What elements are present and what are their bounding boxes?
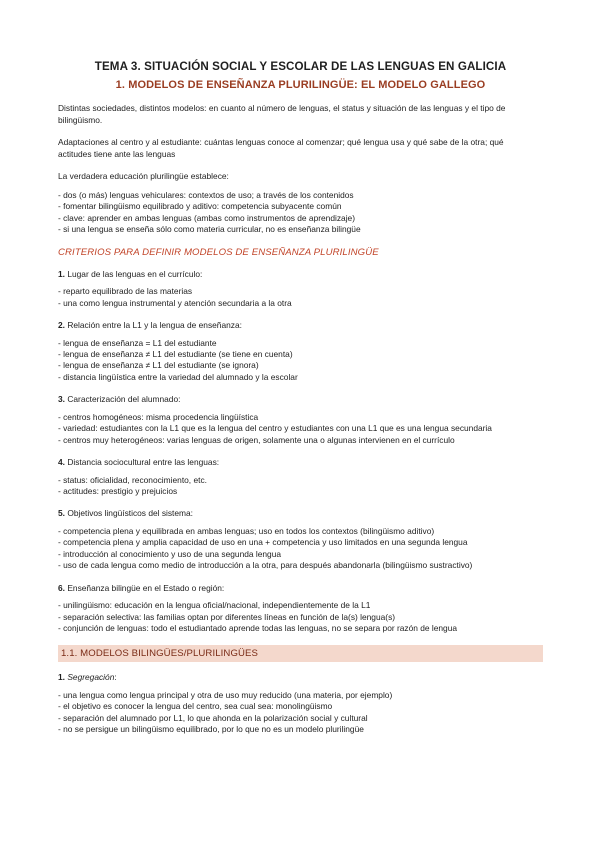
text-line: Distintas sociedades, distintos modelos: en cuanto al número de lenguas, el status y situación de las lenguas y el tipo de <box>58 103 506 113</box>
section-heading-bar: 1.1. MODELOS BILINGÜES/PLURILINGÜES <box>58 645 543 662</box>
list-item: - una lengua como lengua principal y otra de uso muy reducido (una materia, por ejemplo) <box>58 690 393 701</box>
model-heading <box>58 672 543 684</box>
list-item: - lengua de enseñanza ≠ L1 del estudiante (se ignora) <box>58 360 259 371</box>
text-line: bilingüismo. <box>58 114 103 125</box>
criterion-label: Lugar de las lenguas en el currículo: <box>65 268 203 279</box>
criterion-number: 1. <box>58 268 65 279</box>
criterion-list <box>58 526 543 572</box>
criterion-list <box>58 600 543 634</box>
criterion-heading <box>58 457 543 469</box>
criterion-heading <box>58 394 543 406</box>
text-line: actitudes tiene ante las lenguas <box>58 148 176 159</box>
list-item: - no se persigue un bilingüismo equilibrado, por lo que no es un modelo plurilingüe <box>58 724 364 735</box>
section-subtitle: 1. MODELOS DE ENSEÑANZA PLURILINGÜE: EL MODELO GALLEGO <box>115 79 486 91</box>
model-label: Segregación <box>67 672 115 683</box>
list-item: - el objetivo es conocer la lengua del centro, sea cual sea: monolingüismo <box>58 701 333 712</box>
list-item: - competencia plena y equilibrada en ambas lenguas; uso en todos los contextos (bilingüismo aditivo) <box>58 526 435 537</box>
criterion-list <box>58 286 543 309</box>
list-item: - separación selectiva: las familias optan por diferentes líneas en función de la(s) lengua(s) <box>58 611 396 622</box>
list-item: - competencia plena y amplia capacidad de uso en una + competencia y uso limitados en una segunda lengua <box>58 537 468 548</box>
criterion-number: 4. <box>58 457 65 468</box>
criterion-label: Relación entre la L1 y la lengua de enseñanza: <box>65 320 242 330</box>
list-item: - uso de cada lengua como medio de introducción a la otra, para después abandonarla (bilingüismo sustractivo) <box>58 560 473 571</box>
list-item: - clave: aprender en ambas lenguas (ambas como instrumentos de aprendizaje) <box>58 212 356 223</box>
model-number: 1. <box>58 672 65 683</box>
criterion-number: 2. <box>58 320 65 330</box>
model-label-suffix: : <box>114 672 117 683</box>
criterion-heading <box>58 508 543 520</box>
establece-list <box>58 190 543 236</box>
list-item: - conjunción de lenguas: todo el estudiantado aprende todas las lenguas, no se separa por razón de lengua <box>58 623 458 634</box>
criterion-number: 3. <box>58 394 65 405</box>
document-title: TEMA 3. SITUACIÓN SOCIAL Y ESCOLAR DE LAS LENGUAS EN GALICIA <box>94 60 507 73</box>
intro-paragraph-3 <box>58 171 543 183</box>
list-item: - distancia lingüística entre la variedad del alumnado y la escolar <box>58 371 298 382</box>
criterion-label: Caracterización del alumnado: <box>65 394 181 405</box>
criterion-label: Enseñanza bilingüe en el Estado o región: <box>65 582 225 593</box>
criterion-number: 5. <box>58 508 65 519</box>
intro-paragraph-2 <box>58 137 543 160</box>
criterion-list <box>58 338 543 384</box>
list-item: - fomentar bilingüismo equilibrado y aditivo: competencia subyacente común <box>58 201 342 212</box>
criteria-heading: CRITERIOS PARA DEFINIR MODELOS DE ENSEÑANZA PLURILINGÜE <box>58 246 379 258</box>
criterion-number: 6. <box>58 582 65 593</box>
list-item: - lengua de enseñanza = L1 del estudiante <box>58 337 217 348</box>
list-item: - centros muy heterogéneos: varias lenguas de origen, solamente una o algunas intervienen en el currículo <box>58 434 455 445</box>
list-item: - separación del alumnado por L1, lo que ahonda en la polarización social y cultural <box>58 712 368 723</box>
criterion-heading <box>58 320 543 332</box>
intro-paragraph-1 <box>58 103 543 126</box>
criterion-heading <box>58 583 543 595</box>
criterion-heading <box>58 269 543 281</box>
list-item: - una como lengua instrumental y atención secundaria a la otra <box>58 297 292 308</box>
text-line: La verdadera educación plurilingüe establece: <box>58 171 229 182</box>
criterion-label: Objetivos lingüísticos del sistema: <box>65 508 194 519</box>
model-list <box>58 690 543 736</box>
criterion-label: Distancia sociocultural entre las lenguas: <box>65 457 220 468</box>
list-item: - variedad: estudiantes con la L1 que es la lengua del centro y estudiantes con una L1 que es una lengua secundaria <box>58 423 492 434</box>
list-item: - reparto equilibrado de las materias <box>58 286 193 297</box>
list-item: - actitudes: prestigio y prejuicios <box>58 486 178 497</box>
list-item: - unilingüismo: educación en la lengua oficial/nacional, independientemente de la L1 <box>58 600 371 611</box>
list-item: - introducción al conocimiento y uso de una segunda lengua <box>58 548 282 559</box>
text-line: Adaptaciones al centro y al estudiante: cuántas lenguas conoce al comenzar; qué lengua usa y qué sabe de la otra; qué <box>58 137 504 148</box>
criterion-list <box>58 475 543 498</box>
list-item: - status: oficialidad, reconocimiento, etc. <box>58 474 207 485</box>
list-item: - si una lengua se enseña sólo como materia curricular, no es enseñanza bilingüe <box>58 224 361 235</box>
criterion-list <box>58 412 543 446</box>
list-item: - centros homogéneos: misma procedencia lingüística <box>58 411 259 422</box>
list-item: - dos (o más) lenguas vehiculares: contextos de uso; a través de los contenidos <box>58 189 354 200</box>
list-item: - lengua de enseñanza ≠ L1 del estudiante (se tiene en cuenta) <box>58 349 293 359</box>
